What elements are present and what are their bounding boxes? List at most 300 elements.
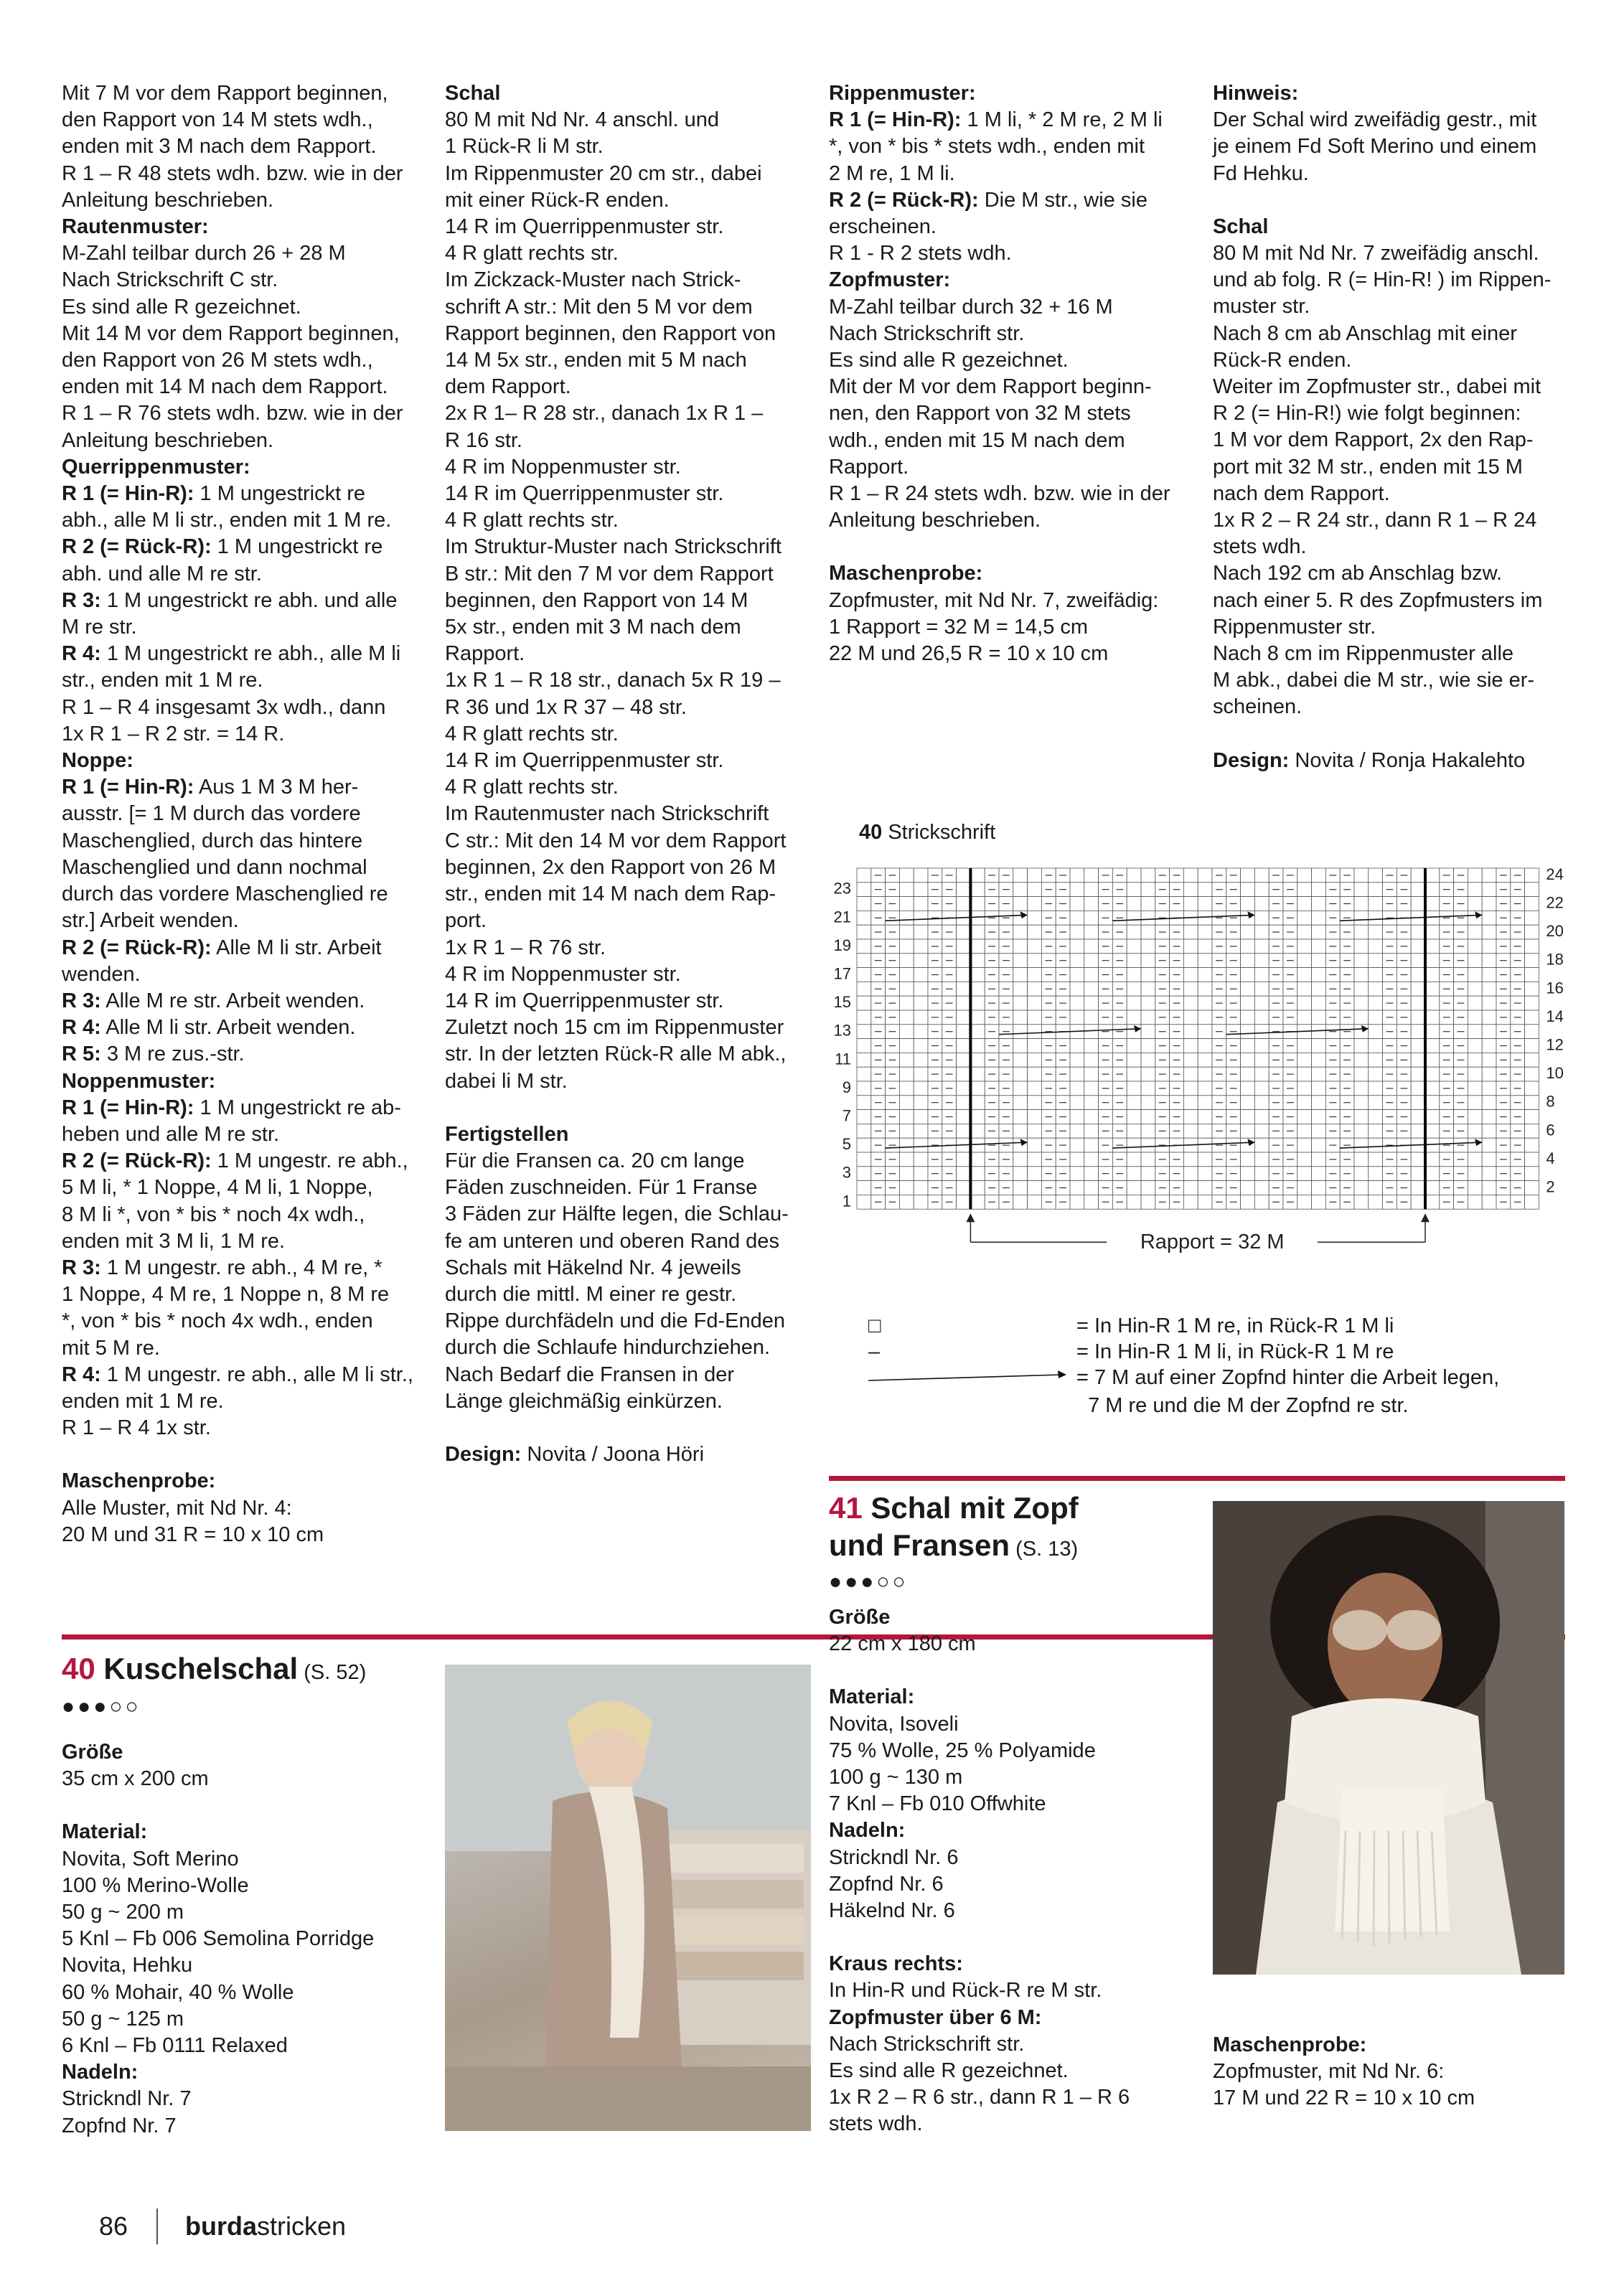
chart-cell xyxy=(1013,868,1028,883)
chart-cell xyxy=(1070,1195,1084,1209)
difficulty-dots-41: ●●●○○ xyxy=(829,1570,909,1594)
chart-cell xyxy=(1127,1167,1141,1181)
text-line: 14 R im Querrippenmuster str. xyxy=(445,749,724,773)
chart-cell xyxy=(1525,939,1539,954)
text-line: Anleitung beschrieben. xyxy=(829,509,1041,532)
chart-cell xyxy=(1425,1053,1440,1067)
row-number-left: 21 xyxy=(833,908,851,926)
text-line: je einem Fd Soft Merino und einem xyxy=(1213,135,1537,159)
chart-cell xyxy=(899,1081,914,1096)
legend-symbol: □ xyxy=(868,1314,881,1337)
chart-cell xyxy=(914,1110,928,1124)
chart-cell xyxy=(1013,925,1028,939)
chart-cell xyxy=(1141,982,1155,996)
chart-cell xyxy=(1411,982,1425,996)
pattern-41-gauge xyxy=(1213,2032,1557,2112)
text-line: enden mit 1 M re. xyxy=(62,1389,224,1413)
chart-cell xyxy=(914,1152,928,1167)
chart-cell xyxy=(1183,939,1198,954)
row-number-right: 18 xyxy=(1546,950,1564,969)
chart-cell xyxy=(1312,1039,1326,1053)
chart-cell xyxy=(1198,996,1212,1010)
chart-cell xyxy=(1013,954,1028,968)
chart-cell xyxy=(1411,1010,1425,1025)
chart-cell xyxy=(1013,996,1028,1010)
text-line: 100 g ~ 130 m xyxy=(829,1766,963,1789)
row-number-right: 2 xyxy=(1546,1177,1555,1196)
chart-cell xyxy=(1482,1110,1496,1124)
chart-cell xyxy=(1183,1053,1198,1067)
difficulty-dots-40: ●●●○○ xyxy=(62,1695,141,1718)
text-line: Es sind alle R gezeichnet. xyxy=(829,2059,1069,2083)
chart-cell xyxy=(1482,1181,1496,1195)
chart-cell xyxy=(1084,1152,1099,1167)
chart-cell xyxy=(1525,1138,1539,1152)
chart-cell xyxy=(1241,868,1255,883)
text-line: nach dem Rapport. xyxy=(1213,481,1390,505)
chart-cell xyxy=(1070,868,1084,883)
chart-cell xyxy=(1411,1167,1425,1181)
chart-cell xyxy=(1369,954,1383,968)
chart-cell xyxy=(1354,1167,1369,1181)
text-line: 4 R im Noppenmuster str. xyxy=(445,962,681,986)
chart-cell xyxy=(1013,968,1028,982)
chart-cell xyxy=(970,911,985,925)
row-number-left: 3 xyxy=(842,1163,851,1182)
knitting-chart xyxy=(825,811,1593,1256)
text-line: R 1 (= Hin-R): 1 M ungestrickt re xyxy=(62,482,365,506)
chart-cell xyxy=(1369,911,1383,925)
chart-cell xyxy=(1312,1067,1326,1081)
chart-cell xyxy=(1312,996,1326,1010)
text-line: fe am unteren und oberen Rand des xyxy=(445,1229,779,1253)
text-line: 1x R 1 – R 76 str. xyxy=(445,936,606,959)
chart-cell xyxy=(1525,1067,1539,1081)
chart-cell xyxy=(1141,1167,1155,1181)
chart-cell xyxy=(970,1096,985,1110)
text-line: Nach 192 cm ab Anschlag bzw. xyxy=(1213,562,1503,585)
spacer xyxy=(62,1441,421,1468)
chart-cell xyxy=(1084,1039,1099,1053)
chart-cell xyxy=(1127,1110,1141,1124)
chart-cell xyxy=(1425,911,1440,925)
chart-cell xyxy=(1354,883,1369,897)
chart-cell xyxy=(1482,1081,1496,1096)
chart-cell xyxy=(957,883,971,897)
chart-cell xyxy=(1525,1167,1539,1181)
chart-cell xyxy=(970,1039,985,1053)
chart-cell xyxy=(899,982,914,996)
text-line: R 2 (= Rück-R): Alle M li str. Arbeit xyxy=(62,936,382,959)
chart-cell xyxy=(970,1138,985,1152)
chart-cell xyxy=(1070,1152,1084,1167)
chart-cell xyxy=(914,982,928,996)
chart-cell xyxy=(957,1039,971,1053)
chart-cell xyxy=(1013,1152,1028,1167)
chart-cell xyxy=(957,1053,971,1067)
chart-cell xyxy=(914,1181,928,1195)
chart-cell xyxy=(857,897,871,911)
text-line: *, von * bis * noch 4x wdh., enden xyxy=(62,1309,373,1333)
chart-cell xyxy=(899,897,914,911)
chart-cell xyxy=(1084,883,1099,897)
chart-cell xyxy=(1468,996,1482,1010)
text-line: Noppenmuster: xyxy=(62,1069,216,1093)
chart-cell xyxy=(1013,1138,1028,1152)
text-line: str.] Arbeit wenden. xyxy=(62,909,239,933)
text-line: Rautenmuster: xyxy=(62,215,209,239)
chart-cell xyxy=(1411,1025,1425,1039)
chart-cell xyxy=(1254,1025,1269,1039)
text-line: 2x R 1– R 28 str., danach 1x R 1 – xyxy=(445,402,764,425)
text-line: Im Zickzack-Muster nach Strick- xyxy=(445,268,741,292)
chart-cell xyxy=(1141,868,1155,883)
text-line: den Rapport von 14 M stets wdh., xyxy=(62,108,373,132)
row-number-right: 10 xyxy=(1546,1064,1564,1083)
chart-cell xyxy=(899,968,914,982)
chart-cell xyxy=(1312,982,1326,996)
text-line: Größe xyxy=(829,1606,891,1629)
chart-legend xyxy=(868,1313,1499,1418)
text-line: Novita, Hehku xyxy=(62,1954,193,1977)
chart-cell xyxy=(1297,1181,1312,1195)
spacer xyxy=(445,1095,804,1121)
chart-cell xyxy=(1070,883,1084,897)
chart-cell xyxy=(1312,968,1326,982)
text-line: Fd Hehku. xyxy=(1213,161,1309,185)
text-line: Rück-R enden. xyxy=(1213,348,1352,372)
chart-cell xyxy=(970,897,985,911)
text-line: Rippenmuster str. xyxy=(1213,615,1376,639)
chart-cell xyxy=(1013,1039,1028,1053)
chart-cell xyxy=(1369,1067,1383,1081)
chart-cell xyxy=(1070,897,1084,911)
chart-cell xyxy=(970,1195,985,1209)
chart-cell xyxy=(1411,996,1425,1010)
chart-cell xyxy=(1297,996,1312,1010)
chart-cell xyxy=(970,1081,985,1096)
chart-cell xyxy=(1241,982,1255,996)
chart-cell xyxy=(857,1053,871,1067)
text-line: 4 R glatt rechts str. xyxy=(445,722,619,745)
chart-cell xyxy=(1198,925,1212,939)
chart-cell xyxy=(1468,1195,1482,1209)
text-line: enden mit 14 M nach dem Rapport. xyxy=(62,375,388,399)
text-line: R 1 (= Hin-R): 1 M li, * 2 M re, 2 M li xyxy=(829,108,1163,132)
chart-cell xyxy=(1482,982,1496,996)
chart-cell xyxy=(1141,911,1155,925)
text-line: Querrippenmuster: xyxy=(62,455,250,479)
chart-cell xyxy=(1013,1181,1028,1195)
chart-cell xyxy=(1198,939,1212,954)
chart-cell xyxy=(1241,954,1255,968)
text-line: 17 M und 22 R = 10 x 10 cm xyxy=(1213,2086,1475,2110)
chart-cell xyxy=(1482,954,1496,968)
chart-cell xyxy=(1297,982,1312,996)
chart-cell xyxy=(1183,1039,1198,1053)
chart-cell xyxy=(1013,982,1028,996)
text-line: 1x R 2 – R 24 str., dann R 1 – R 24 xyxy=(1213,509,1537,532)
row-number-left: 7 xyxy=(842,1106,851,1125)
chart-cell xyxy=(1254,1152,1269,1167)
spacer xyxy=(1213,187,1572,214)
chart-cell xyxy=(1354,1067,1369,1081)
chart-cell xyxy=(1084,1124,1099,1138)
chart-cell xyxy=(1028,868,1042,883)
chart-cell xyxy=(1127,996,1141,1010)
legend-text: 7 M re und die M der Zopfnd re str. xyxy=(1076,1394,1409,1417)
legend-row xyxy=(868,1339,1499,1365)
chart-cell xyxy=(1070,1124,1084,1138)
chart-cell xyxy=(1183,925,1198,939)
chart-cell xyxy=(1183,897,1198,911)
chart-cell xyxy=(1127,883,1141,897)
text-line: 22 cm x 180 cm xyxy=(829,1632,976,1656)
chart-cell xyxy=(1425,982,1440,996)
chart-cell xyxy=(914,868,928,883)
chart-cell xyxy=(1013,1053,1028,1067)
text-line: 100 % Merino-Wolle xyxy=(62,1873,249,1897)
chart-cell xyxy=(1411,939,1425,954)
chart-cell xyxy=(1425,1025,1440,1039)
chart-cell xyxy=(914,925,928,939)
chart-cell xyxy=(1411,1053,1425,1067)
chart-cell xyxy=(1028,939,1042,954)
text-line: Rapport beginnen, den Rapport von xyxy=(445,321,776,345)
chart-cell xyxy=(1198,1138,1212,1152)
chart-cell xyxy=(1369,1124,1383,1138)
chart-cell xyxy=(1241,1053,1255,1067)
chart-cell xyxy=(1468,1025,1482,1039)
chart-cell xyxy=(957,954,971,968)
chart-cell xyxy=(1354,1096,1369,1110)
text-line: Maschenglied, durch das hintere xyxy=(62,829,363,852)
chart-cell xyxy=(1468,1124,1482,1138)
text-line: Mit der M vor dem Rapport beginn- xyxy=(829,375,1152,399)
text-line: R 4: 1 M ungestr. re abh., alle M li str., xyxy=(62,1363,413,1386)
text-line: 35 cm x 200 cm xyxy=(62,1767,209,1791)
chart-cell xyxy=(1013,1010,1028,1025)
chart-cell xyxy=(1254,996,1269,1010)
chart-cell xyxy=(1013,1096,1028,1110)
chart-cell xyxy=(1070,982,1084,996)
chart-cell xyxy=(1084,1053,1099,1067)
chart-cell xyxy=(1141,1067,1155,1081)
chart-cell xyxy=(899,939,914,954)
chart-cell xyxy=(1354,1124,1369,1138)
chart-cell xyxy=(1241,1025,1255,1039)
chart-cell xyxy=(914,1010,928,1025)
chart-cell xyxy=(1254,954,1269,968)
chart-cell xyxy=(1198,1124,1212,1138)
chart-cell xyxy=(1369,897,1383,911)
text-line: str., enden mit 1 M re. xyxy=(62,669,263,692)
text-line: Hinweis: xyxy=(1213,82,1299,105)
chart-cell xyxy=(914,1081,928,1096)
row-number-left: 1 xyxy=(842,1192,851,1210)
text-line: erscheinen. xyxy=(829,215,937,239)
chart-cell xyxy=(1084,1025,1099,1039)
magazine-brand: burdastricken xyxy=(185,2211,347,2241)
chart-cell xyxy=(1354,1010,1369,1025)
chart-cell xyxy=(1084,911,1099,925)
spacer xyxy=(1213,721,1572,748)
chart-cell xyxy=(1468,1010,1482,1025)
chart-cell xyxy=(1354,968,1369,982)
text-line: Nach Bedarf die Fransen in der xyxy=(445,1363,734,1386)
chart-cell xyxy=(1425,1195,1440,1209)
chart-cell xyxy=(1468,982,1482,996)
text-line: R 2 (= Hin-R!) wie folgt beginnen: xyxy=(1213,402,1521,425)
text-line: Schals mit Häkelnd Nr. 4 jeweils xyxy=(445,1256,741,1279)
chart-cell xyxy=(1297,1167,1312,1181)
text-line: Häkelnd Nr. 6 xyxy=(829,1899,955,1923)
text-line: C str.: Mit den 14 M vor dem Rapport xyxy=(445,829,787,852)
chart-cell xyxy=(1141,1152,1155,1167)
chart-cell xyxy=(1084,868,1099,883)
text-line: R 2 (= Rück-R): 1 M ungestr. re abh., xyxy=(62,1149,408,1173)
chart-cell xyxy=(1183,954,1198,968)
chart-cell xyxy=(857,1152,871,1167)
text-line: port mit 32 M str., enden mit 15 M xyxy=(1213,455,1523,479)
chart-cell xyxy=(1425,1167,1440,1181)
chart-cell xyxy=(857,925,871,939)
chart-cell xyxy=(1084,968,1099,982)
chart-cell xyxy=(1084,1081,1099,1096)
chart-cell xyxy=(1369,1053,1383,1067)
chart-cell xyxy=(1525,1053,1539,1067)
chart-cell xyxy=(1468,897,1482,911)
chart-cell xyxy=(1468,954,1482,968)
chart-cell xyxy=(1411,925,1425,939)
chart-cell xyxy=(1241,1138,1255,1152)
row-number-left: 19 xyxy=(833,936,851,954)
chart-cell xyxy=(1254,925,1269,939)
chart-cell xyxy=(970,954,985,968)
chart-cell xyxy=(1468,1152,1482,1167)
chart-cell xyxy=(1354,1053,1369,1067)
chart-cell xyxy=(1525,1110,1539,1124)
chart-cell xyxy=(1013,1025,1028,1039)
chart-cell xyxy=(1468,1181,1482,1195)
chart-cell xyxy=(1241,1110,1255,1124)
chart-cell xyxy=(1084,982,1099,996)
chart-cell xyxy=(957,996,971,1010)
chart-cell xyxy=(1468,1039,1482,1053)
chart-cell xyxy=(914,1124,928,1138)
chart-cell xyxy=(914,968,928,982)
chart-cell xyxy=(857,1195,871,1209)
legend-text: = In Hin-R 1 M re, in Rück-R 1 M li xyxy=(1076,1314,1394,1337)
row-number-right: 6 xyxy=(1546,1121,1555,1139)
text-line: Mit 7 M vor dem Rapport beginnen, xyxy=(62,82,388,105)
text-line: 4 R glatt rechts str. xyxy=(445,242,619,265)
chart-cell xyxy=(1028,1124,1042,1138)
chart-cell xyxy=(1254,897,1269,911)
chart-cell xyxy=(1127,1195,1141,1209)
chart-cell xyxy=(970,1167,985,1181)
row-number-right: 22 xyxy=(1546,893,1564,912)
text-line: Noppe: xyxy=(62,749,133,773)
chart-cell xyxy=(1254,1039,1269,1053)
text-line: 1 Rapport = 32 M = 14,5 cm xyxy=(829,615,1089,639)
chart-cell xyxy=(1070,996,1084,1010)
text-line: 50 g ~ 200 m xyxy=(62,1901,184,1924)
text-line: Es sind alle R gezeichnet. xyxy=(829,349,1069,372)
chart-cell xyxy=(1127,1067,1141,1081)
chart-cell xyxy=(1141,1110,1155,1124)
chart-cell xyxy=(1425,1010,1440,1025)
chart-cell xyxy=(1312,1138,1326,1152)
chart-cell xyxy=(1482,925,1496,939)
chart-cell xyxy=(899,1195,914,1209)
text-line: 75 % Wolle, 25 % Polyamide xyxy=(829,1739,1096,1762)
chart-cell xyxy=(1028,996,1042,1010)
chart-cell xyxy=(1127,982,1141,996)
chart-cell xyxy=(1354,911,1369,925)
chart-cell xyxy=(1297,897,1312,911)
legend-text: = 7 M auf einer Zopfnd hinter die Arbeit legen, xyxy=(1076,1366,1500,1389)
text-line: 5x str., enden mit 3 M nach dem xyxy=(445,616,741,639)
chart-cell xyxy=(1525,1152,1539,1167)
chart-cell xyxy=(1312,1025,1326,1039)
chart-cell xyxy=(1127,968,1141,982)
text-line: Rapport. xyxy=(445,642,525,666)
chart-cell xyxy=(899,1167,914,1181)
text-line: Maschenprobe: xyxy=(62,1469,216,1493)
chart-cell xyxy=(1354,897,1369,911)
chart-cell xyxy=(1183,1096,1198,1110)
chart-cell xyxy=(1369,883,1383,897)
text-line: 14 R im Querrippenmuster str. xyxy=(445,482,724,506)
chart-cell xyxy=(1312,1081,1326,1096)
chart-cell xyxy=(1127,925,1141,939)
chart-cell xyxy=(1468,1053,1482,1067)
chart-cell xyxy=(1198,1195,1212,1209)
chart-cell xyxy=(1141,968,1155,982)
chart-cell xyxy=(1254,1167,1269,1181)
chart-cell xyxy=(1084,1181,1099,1195)
chart-cell xyxy=(1127,897,1141,911)
chart-cell xyxy=(1254,939,1269,954)
text-line: Fäden zuschneiden. Für 1 Franse xyxy=(445,1176,758,1200)
chart-cell xyxy=(1482,911,1496,925)
chart-cell xyxy=(957,1067,971,1081)
chart-cell xyxy=(957,1152,971,1167)
text-line: Kraus rechts: xyxy=(829,1952,963,1976)
text-line: 1x R 1 – R 2 str. = 14 R. xyxy=(62,722,285,745)
chart-cell xyxy=(1411,1152,1425,1167)
chart-cell xyxy=(1369,1167,1383,1181)
text-line: 14 R im Querrippenmuster str. xyxy=(445,215,724,239)
chart-cell xyxy=(1312,911,1326,925)
text-line: port. xyxy=(445,909,487,933)
chart-cell xyxy=(1241,897,1255,911)
chart-cell xyxy=(1297,1138,1312,1152)
chart-cell xyxy=(1183,1110,1198,1124)
chart-cell xyxy=(1183,982,1198,996)
chart-cell xyxy=(1127,868,1141,883)
chart-cell xyxy=(1241,996,1255,1010)
chart-cell xyxy=(1254,1138,1269,1152)
chart-cell xyxy=(1183,1152,1198,1167)
chart-cell xyxy=(899,1067,914,1081)
chart-cell xyxy=(1525,897,1539,911)
chart-cell xyxy=(1297,1152,1312,1167)
text-line: 2 M re, 1 M li. xyxy=(829,161,955,185)
chart-cell xyxy=(1482,1025,1496,1039)
chart-cell xyxy=(1425,1138,1440,1152)
